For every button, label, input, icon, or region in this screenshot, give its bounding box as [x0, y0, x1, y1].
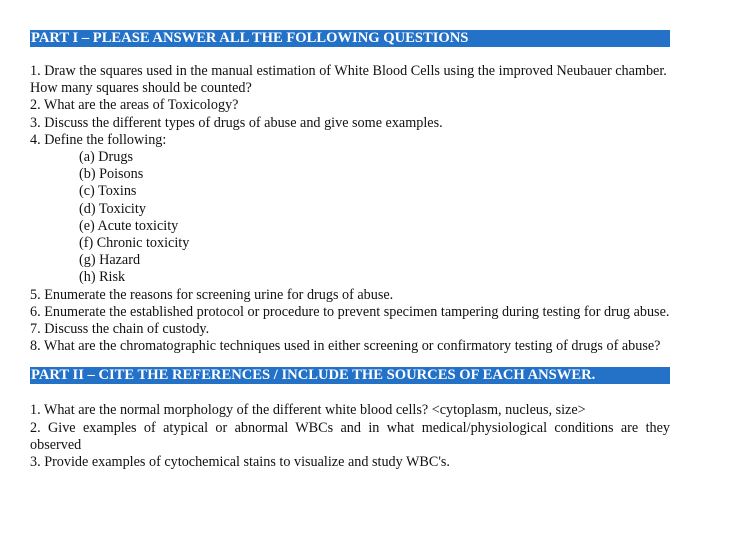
definition-chronic-toxicity: (f) Chronic toxicity: [79, 235, 190, 252]
definition-toxins: (c) Toxins: [79, 183, 137, 200]
question-6: 6. Enumerate the established protocol or procedure to prevent specimen tampering during testing for drug abuse.: [30, 303, 670, 320]
question-3: 3. Discuss the different types of drugs of abuse and give some examples.: [30, 114, 443, 131]
definition-poisons: (b) Poisons: [79, 166, 144, 183]
part2-header: PART II – CITE THE REFERENCES / INCLUDE THE SOURCES OF EACH ANSWER.: [30, 367, 670, 384]
question-2: 2. What are the areas of Toxicology?: [30, 97, 239, 114]
question-8: 8. What are the chromatographic techniques used in either screening or confirmatory testing of drugs of abuse?: [30, 338, 661, 355]
part1-question-list: [30, 63, 670, 355]
part2-question-2: 2. Give examples of atypical or abnormal WBCs and in what medical/physiological conditions are they observed: [30, 419, 670, 453]
assignment-document: [30, 30, 670, 471]
definition-hazard: (g) Hazard: [79, 252, 141, 269]
definition-toxicity: (d) Toxicity: [79, 200, 146, 217]
part2-question-1: 1. What are the normal morphology of the different white blood cells? <cytoplasm, nucleus, size>: [30, 402, 586, 419]
part1-header: PART I – PLEASE ANSWER ALL THE FOLLOWING QUESTIONS: [30, 30, 670, 47]
part2-question-3: 3. Provide examples of cytochemical stains to visualize and study WBC's.: [30, 454, 450, 471]
question-5: 5. Enumerate the reasons for screening urine for drugs of abuse.: [30, 286, 394, 303]
definition-risk: (h) Risk: [79, 269, 126, 286]
question-7: 7. Discuss the chain of custody.: [30, 321, 210, 338]
part2-question-list: [30, 402, 670, 471]
question-4: 4. Define the following:: [30, 131, 167, 148]
definition-drugs: (a) Drugs: [79, 149, 133, 166]
definition-acute-toxicity: (e) Acute toxicity: [79, 217, 179, 234]
question-1: 1. Draw the squares used in the manual estimation of White Blood Cells using the improved Neubauer chamber. How many squares should be counted?: [30, 63, 667, 97]
